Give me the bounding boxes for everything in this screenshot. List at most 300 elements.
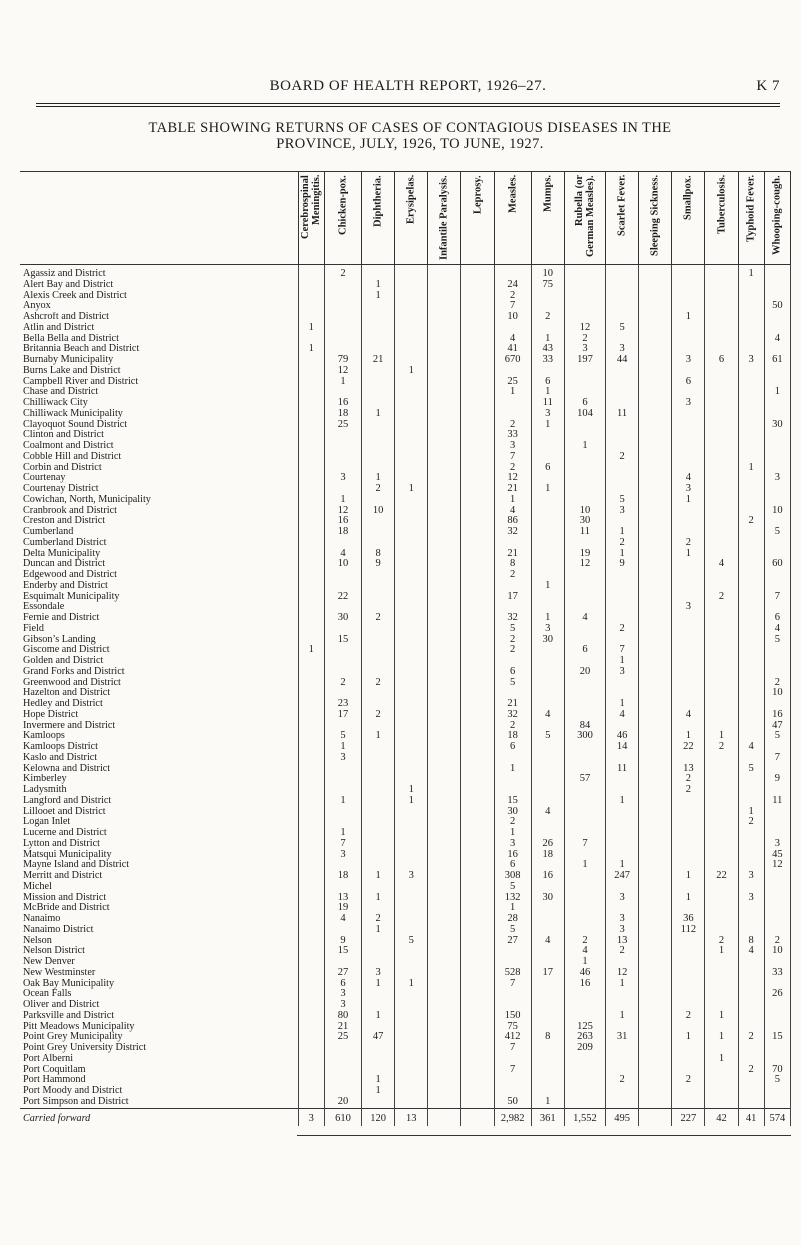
case-count-cell: 2	[494, 420, 531, 431]
case-count-cell	[705, 645, 738, 656]
case-count-cell	[738, 387, 764, 398]
case-count-cell: 1	[494, 495, 531, 506]
case-count-cell	[395, 1097, 428, 1108]
case-count-cell	[362, 538, 395, 549]
case-count-cell	[564, 828, 605, 839]
case-count-cell: 12	[564, 323, 605, 334]
case-count-cell	[639, 1097, 672, 1108]
case-count-cell	[738, 1043, 764, 1054]
case-count-cell: 104	[564, 409, 605, 420]
case-count-cell: 1	[362, 280, 395, 291]
case-count-cell: 2	[362, 678, 395, 689]
case-count-cell	[531, 366, 564, 377]
case-count-cell	[606, 1097, 639, 1108]
case-count-cell	[639, 688, 672, 699]
case-count-cell	[639, 699, 672, 710]
case-count-cell: 1	[564, 957, 605, 968]
case-count-cell	[738, 903, 764, 914]
district-name: Port Moody and District	[23, 1086, 123, 1096]
case-count-cell	[531, 817, 564, 828]
case-count-cell	[362, 366, 395, 377]
case-count-cell: 1	[738, 463, 764, 474]
case-count-cell	[531, 785, 564, 796]
case-count-cell	[324, 860, 361, 871]
case-count-cell	[639, 549, 672, 560]
case-count-cell	[494, 1086, 531, 1097]
case-count-cell	[362, 1097, 395, 1108]
case-count-cell: 22	[672, 742, 705, 753]
case-count-cell	[298, 721, 324, 732]
disease-returns-table	[20, 171, 791, 1126]
table-row	[20, 473, 791, 484]
table-row	[20, 796, 791, 807]
district-name: Clayoquot Sound District	[23, 419, 128, 430]
case-count-cell	[395, 323, 428, 334]
district-name: Cobble Hill and District	[23, 451, 122, 462]
case-count-cell	[395, 1054, 428, 1065]
case-count-cell	[428, 774, 461, 785]
case-count-cell	[531, 989, 564, 1000]
case-count-cell	[298, 688, 324, 699]
case-count-cell	[764, 699, 790, 710]
table-row	[20, 602, 791, 613]
case-count-cell	[764, 291, 790, 302]
case-count-cell	[738, 688, 764, 699]
case-count-cell	[639, 1000, 672, 1011]
case-count-cell: 3	[298, 1108, 324, 1126]
case-count-cell	[639, 387, 672, 398]
case-count-cell	[428, 592, 461, 603]
case-count-cell	[395, 882, 428, 893]
case-count-cell	[324, 387, 361, 398]
case-count-cell	[428, 549, 461, 560]
case-count-cell	[738, 860, 764, 871]
case-count-cell	[428, 903, 461, 914]
case-count-cell	[324, 441, 361, 452]
case-count-cell	[639, 839, 672, 850]
case-count-cell: 4	[672, 473, 705, 484]
case-count-cell: 5	[764, 527, 790, 538]
case-count-cell	[395, 828, 428, 839]
case-count-cell	[764, 344, 790, 355]
case-count-cell	[461, 850, 494, 861]
table-row	[20, 936, 791, 947]
case-count-cell	[362, 344, 395, 355]
district-name: New Westminster	[23, 967, 96, 978]
district-name: Oak Bay Municipality	[23, 978, 115, 989]
case-count-cell	[362, 387, 395, 398]
case-count-cell: 1	[606, 979, 639, 990]
case-count-cell	[298, 1011, 324, 1022]
case-count-cell	[298, 265, 324, 280]
case-count-cell	[639, 1086, 672, 1097]
case-count-cell	[738, 1022, 764, 1033]
district-name: Gibson’s Landing	[23, 634, 96, 645]
case-count-cell	[395, 265, 428, 280]
case-count-cell	[395, 860, 428, 871]
case-count-cell: 2	[764, 936, 790, 947]
case-count-cell	[395, 581, 428, 592]
case-count-cell: 4	[606, 710, 639, 721]
case-count-cell: 47	[764, 721, 790, 732]
case-count-cell	[764, 581, 790, 592]
case-count-cell: 1	[362, 925, 395, 936]
case-count-cell	[764, 463, 790, 474]
case-count-cell	[564, 710, 605, 721]
case-count-cell	[639, 506, 672, 517]
case-count-cell	[639, 721, 672, 732]
district-name: Edgewood and District	[23, 570, 117, 580]
case-count-cell	[298, 989, 324, 1000]
case-count-cell	[639, 710, 672, 721]
case-count-cell	[298, 398, 324, 409]
case-count-cell	[705, 409, 738, 420]
case-count-cell: 10	[764, 506, 790, 517]
case-count-cell	[705, 1043, 738, 1054]
district-name: Port Simpson and District	[23, 1096, 129, 1107]
case-count-cell	[395, 602, 428, 613]
case-count-cell	[362, 817, 395, 828]
case-count-cell	[362, 860, 395, 871]
case-count-cell: 30	[564, 516, 605, 527]
case-count-cell: 42	[705, 1108, 738, 1126]
case-count-cell: 11	[531, 398, 564, 409]
case-count-cell	[639, 409, 672, 420]
case-count-cell	[672, 592, 705, 603]
case-count-cell: 1	[298, 645, 324, 656]
case-count-cell	[461, 1065, 494, 1076]
case-count-cell	[428, 645, 461, 656]
case-count-cell	[606, 774, 639, 785]
case-count-cell	[531, 914, 564, 925]
case-count-cell	[764, 1011, 790, 1022]
case-count-cell	[395, 839, 428, 850]
case-count-cell	[395, 506, 428, 517]
column-header	[531, 172, 564, 265]
case-count-cell	[324, 334, 361, 345]
case-count-cell	[428, 1097, 461, 1108]
case-count-cell	[672, 265, 705, 280]
case-count-cell: 1	[362, 731, 395, 742]
case-count-cell	[705, 710, 738, 721]
case-count-cell	[639, 753, 672, 764]
case-count-cell	[531, 764, 564, 775]
case-count-cell	[395, 559, 428, 570]
case-count-cell	[362, 420, 395, 431]
case-count-cell	[672, 420, 705, 431]
case-count-cell	[428, 764, 461, 775]
case-count-cell: 1	[705, 1011, 738, 1022]
case-count-cell: 1	[672, 893, 705, 904]
case-count-cell	[461, 645, 494, 656]
case-count-cell: 30	[494, 807, 531, 818]
case-count-cell: 28	[494, 914, 531, 925]
case-count-cell: 18	[494, 731, 531, 742]
case-count-cell	[428, 387, 461, 398]
carried-forward-row	[20, 1108, 791, 1126]
case-count-cell	[705, 957, 738, 968]
case-count-cell	[564, 893, 605, 904]
case-count-cell	[764, 452, 790, 463]
case-count-cell: 1	[395, 366, 428, 377]
district-name: Chilliwack Municipality	[23, 408, 123, 419]
case-count-cell	[639, 420, 672, 431]
case-count-cell	[324, 807, 361, 818]
case-count-cell	[428, 301, 461, 312]
district-name: Anyox	[23, 301, 51, 312]
district-name: Mission and District	[23, 892, 107, 903]
case-count-cell	[461, 1022, 494, 1033]
case-count-cell	[672, 441, 705, 452]
district-name: Kelowna and District	[23, 763, 111, 774]
case-count-cell	[531, 592, 564, 603]
case-count-cell: 3	[324, 989, 361, 1000]
case-count-cell	[705, 1075, 738, 1086]
case-count-cell	[395, 946, 428, 957]
case-count-cell	[738, 398, 764, 409]
case-count-cell	[428, 366, 461, 377]
case-count-cell	[764, 645, 790, 656]
case-count-cell: 16	[764, 710, 790, 721]
case-count-cell	[395, 731, 428, 742]
case-count-cell	[705, 463, 738, 474]
case-count-cell	[672, 323, 705, 334]
case-count-cell: 27	[494, 936, 531, 947]
case-count-cell	[395, 742, 428, 753]
case-count-cell	[705, 817, 738, 828]
case-count-cell	[298, 301, 324, 312]
case-count-cell: 18	[531, 850, 564, 861]
case-count-cell: 112	[672, 925, 705, 936]
table-bottom-rule	[297, 1135, 791, 1136]
case-count-cell	[764, 871, 790, 882]
case-count-cell: 17	[531, 968, 564, 979]
case-count-cell	[461, 968, 494, 979]
case-count-cell: 2	[494, 463, 531, 474]
table-row	[20, 334, 791, 345]
case-count-cell	[461, 420, 494, 431]
case-count-cell: 17	[324, 710, 361, 721]
case-count-cell	[461, 549, 494, 560]
case-count-cell	[298, 581, 324, 592]
case-count-cell: 3	[564, 344, 605, 355]
case-count-cell	[639, 871, 672, 882]
case-count-cell	[705, 785, 738, 796]
case-count-cell	[324, 925, 361, 936]
case-count-cell: 1	[564, 441, 605, 452]
case-count-cell	[738, 495, 764, 506]
case-count-cell	[639, 989, 672, 1000]
case-count-cell	[764, 1086, 790, 1097]
case-count-cell	[564, 678, 605, 689]
case-count-cell	[395, 1022, 428, 1033]
case-count-cell	[639, 441, 672, 452]
case-count-cell: 4	[564, 613, 605, 624]
case-count-cell	[606, 635, 639, 646]
column-header-label: Chicken-pox.	[337, 175, 349, 235]
case-count-cell	[428, 968, 461, 979]
case-count-cell	[362, 312, 395, 323]
case-count-cell	[705, 753, 738, 764]
case-count-cell: 4	[324, 549, 361, 560]
table-row	[20, 979, 791, 990]
case-count-cell	[738, 710, 764, 721]
case-count-cell: 22	[705, 871, 738, 882]
case-count-cell	[395, 1011, 428, 1022]
case-count-cell: 1	[494, 903, 531, 914]
case-count-cell	[606, 387, 639, 398]
case-count-cell	[395, 463, 428, 474]
case-count-cell	[428, 721, 461, 732]
case-count-cell	[461, 312, 494, 323]
table-row	[20, 1011, 791, 1022]
case-count-cell	[764, 785, 790, 796]
case-count-cell	[461, 430, 494, 441]
case-count-cell: 2	[672, 1075, 705, 1086]
case-count-cell	[461, 409, 494, 420]
table-title-line-1: TABLE SHOWING RETURNS OF CASES OF CONTAGIOUS DISEASES IN THE	[148, 120, 672, 136]
case-count-cell	[564, 753, 605, 764]
district-name: Burnaby Municipality	[23, 355, 114, 365]
case-count-cell: 4	[672, 710, 705, 721]
table-row	[20, 656, 791, 667]
table-row	[20, 323, 791, 334]
case-count-cell	[494, 323, 531, 334]
case-count-cell	[564, 807, 605, 818]
table-row	[20, 538, 791, 549]
district-name: Merritt and District	[23, 871, 103, 881]
case-count-cell	[531, 742, 564, 753]
header-rule	[36, 103, 780, 104]
case-count-cell	[764, 366, 790, 377]
case-count-cell: 1	[672, 1032, 705, 1043]
case-count-cell	[461, 334, 494, 345]
case-count-cell	[531, 721, 564, 732]
case-count-cell	[298, 764, 324, 775]
case-count-cell	[639, 312, 672, 323]
case-count-cell	[606, 850, 639, 861]
case-count-cell	[639, 1032, 672, 1043]
case-count-cell	[324, 1054, 361, 1065]
table-row	[20, 882, 791, 893]
case-count-cell	[298, 903, 324, 914]
case-count-cell	[564, 570, 605, 581]
case-count-cell	[672, 753, 705, 764]
case-count-cell	[672, 387, 705, 398]
table-row	[20, 688, 791, 699]
case-count-cell: 3	[738, 355, 764, 366]
case-count-cell	[564, 538, 605, 549]
case-count-cell	[738, 721, 764, 732]
case-count-cell: 7	[494, 452, 531, 463]
table-row	[20, 1086, 791, 1097]
case-count-cell: 47	[362, 1032, 395, 1043]
case-count-cell: 1,552	[564, 1108, 605, 1126]
case-count-cell: 8	[531, 1032, 564, 1043]
case-count-cell	[461, 527, 494, 538]
case-count-cell	[672, 828, 705, 839]
case-count-cell	[531, 1075, 564, 1086]
case-count-cell	[428, 989, 461, 1000]
case-count-cell	[764, 925, 790, 936]
case-count-cell: 610	[324, 1108, 361, 1126]
case-count-cell: 7	[764, 753, 790, 764]
case-count-cell	[428, 785, 461, 796]
case-count-cell	[531, 645, 564, 656]
case-count-cell	[461, 656, 494, 667]
case-count-cell	[298, 871, 324, 882]
case-count-cell	[362, 753, 395, 764]
case-count-cell	[461, 1075, 494, 1086]
case-count-cell	[764, 549, 790, 560]
case-count-cell: 1	[606, 1011, 639, 1022]
case-count-cell	[705, 688, 738, 699]
case-count-cell	[606, 301, 639, 312]
case-count-cell: 1	[705, 1054, 738, 1065]
case-count-cell	[362, 839, 395, 850]
case-count-cell	[738, 624, 764, 635]
district-name: Esquimalt Municipality	[23, 591, 120, 602]
district-name: Atlin and District	[23, 322, 95, 333]
case-count-cell	[531, 667, 564, 678]
case-count-cell	[324, 463, 361, 474]
case-count-cell	[461, 946, 494, 957]
case-count-cell	[395, 903, 428, 914]
case-count-cell	[362, 957, 395, 968]
district-name: Cranbrook and District	[23, 505, 117, 516]
case-count-cell	[428, 979, 461, 990]
column-header	[428, 172, 461, 265]
case-count-cell: 2	[606, 624, 639, 635]
case-count-cell: 3	[324, 1000, 361, 1011]
case-count-cell	[738, 1086, 764, 1097]
case-count-cell	[738, 409, 764, 420]
column-header-label: Measles.	[507, 175, 519, 214]
case-count-cell	[639, 559, 672, 570]
case-count-cell	[564, 452, 605, 463]
case-count-cell	[531, 570, 564, 581]
district-name: Point Grey University District	[23, 1043, 147, 1053]
case-count-cell: 2	[672, 785, 705, 796]
case-count-cell	[362, 742, 395, 753]
case-count-cell: 1	[324, 796, 361, 807]
case-count-cell: 1	[672, 871, 705, 882]
district-name: Nelson District	[23, 946, 85, 957]
case-count-cell	[428, 667, 461, 678]
case-count-cell	[362, 495, 395, 506]
case-count-cell	[705, 334, 738, 345]
case-count-cell	[531, 1022, 564, 1033]
column-header-label: Rubella (or German Measles).	[573, 175, 596, 257]
case-count-cell: 1	[298, 323, 324, 334]
case-count-cell	[362, 688, 395, 699]
case-count-cell	[531, 1086, 564, 1097]
case-count-cell	[672, 807, 705, 818]
case-count-cell: 4	[705, 559, 738, 570]
case-count-cell: 2	[672, 774, 705, 785]
case-count-cell	[738, 344, 764, 355]
case-count-cell: 4	[764, 624, 790, 635]
case-count-cell: 4	[531, 936, 564, 947]
case-count-cell: 1	[395, 484, 428, 495]
case-count-cell	[298, 291, 324, 302]
table-row	[20, 549, 791, 560]
case-count-cell: 6	[705, 355, 738, 366]
table-row	[20, 1097, 791, 1108]
case-count-cell: 300	[564, 731, 605, 742]
case-count-cell	[428, 355, 461, 366]
case-count-cell: 1	[606, 656, 639, 667]
